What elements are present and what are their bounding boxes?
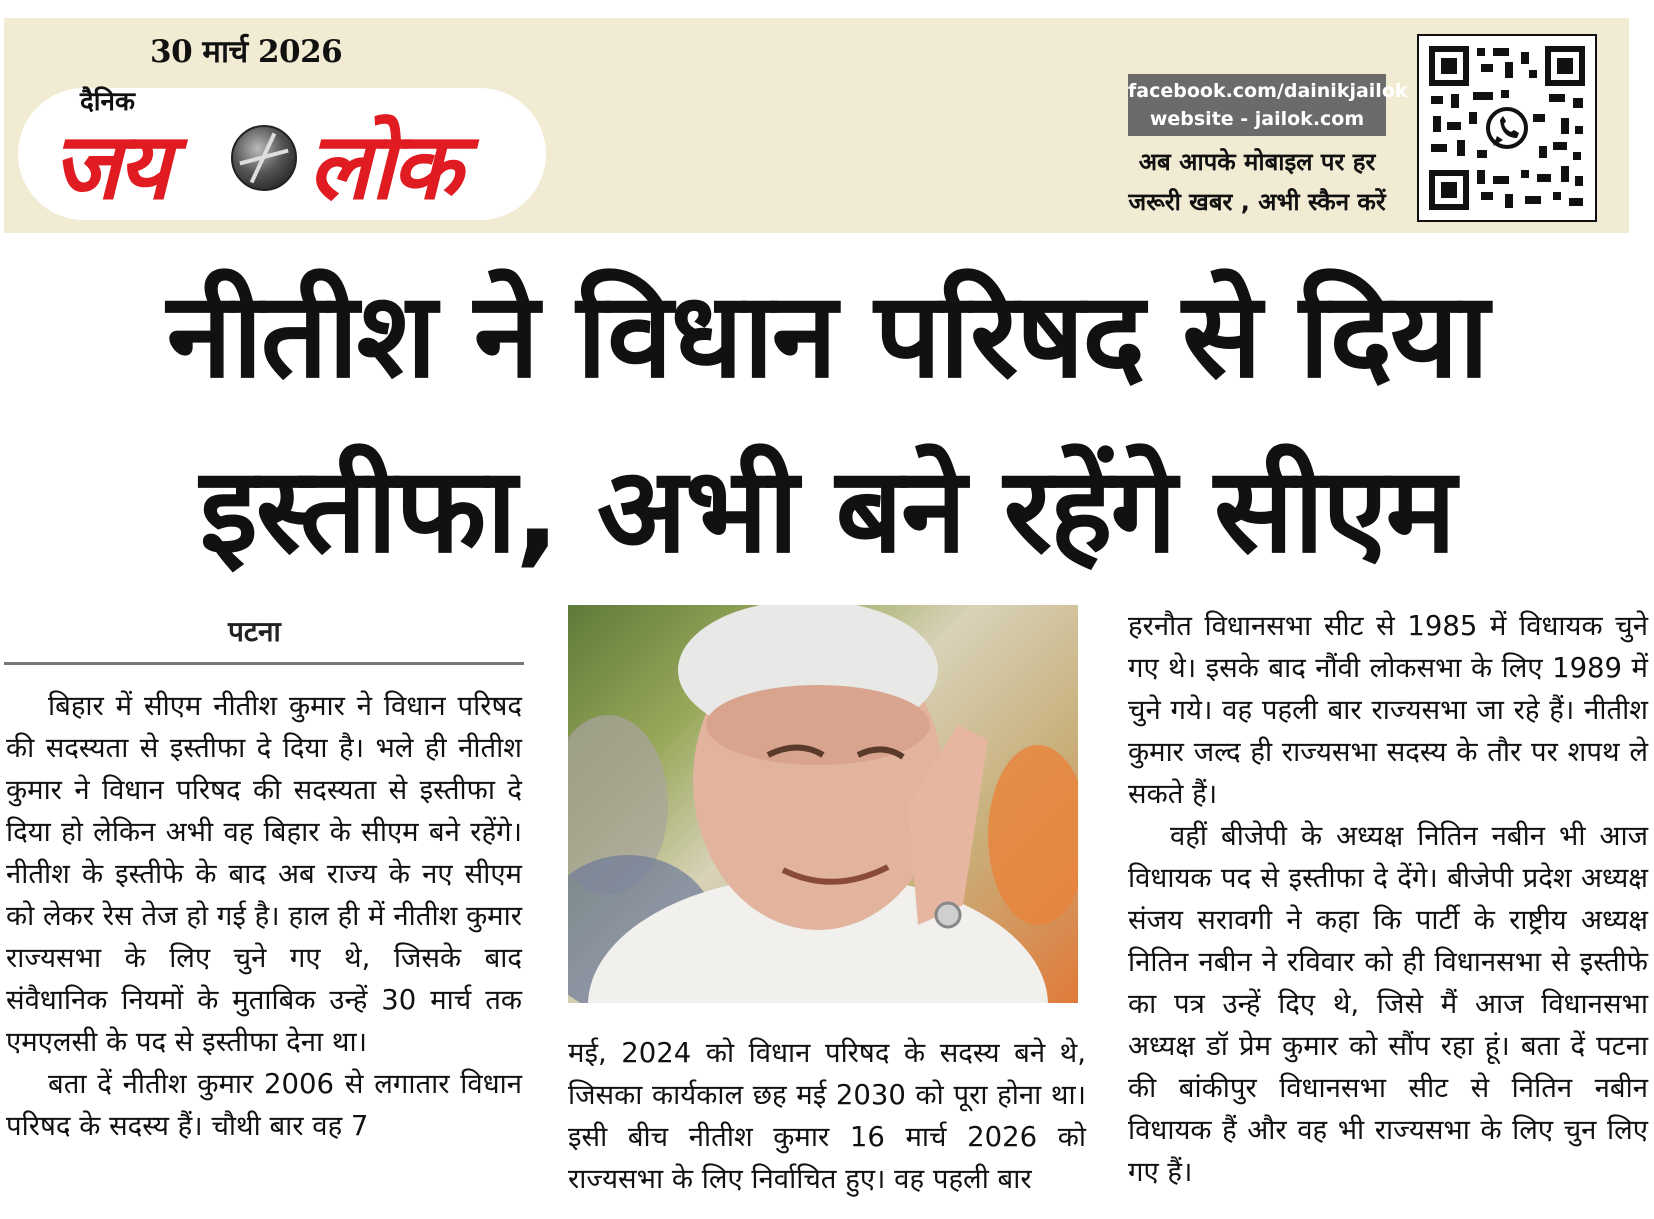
logo-word-lok: लोक bbox=[308, 113, 459, 220]
paragraph: मई, 2024 को विधान परिषद के सदस्य बने थे, जिसका कार्यकाल छह मई 2030 को पूरा होना था। इसी बीच नीतीश कुमार 16 मार्च 2026 को राज्यसभा के लिए निर्वाचित हुए। वह पहली बार bbox=[568, 1037, 1086, 1195]
logo-dainik: दैनिक bbox=[80, 87, 135, 117]
paragraph: बता दें नीतीश कुमार 2006 से लगातार विधान परिषद के सदस्य हैं। चौथी बार वह 7 bbox=[6, 1068, 522, 1142]
article-column-2 bbox=[568, 1032, 1086, 1200]
qr-code-pattern bbox=[1429, 46, 1585, 210]
paragraph: हरनौत विधानसभा सीट से 1985 में विधायक चुने गए थे। इसके बाद नौंवी लोकसभा के लिए 1989 में चुने गये। वह पहली बार राज्यसभा जा रहे हैं। नीतीश कुमार जल्द ही राज्यसभा सदस्य के तौर पर शपथ ले सकते हैं। bbox=[1128, 610, 1648, 810]
qr-code[interactable] bbox=[1417, 34, 1597, 222]
social-links bbox=[1128, 74, 1408, 136]
website-link[interactable]: website - jailok.com bbox=[1149, 108, 1365, 130]
headline-line-2: इस्तीफा, अभी बने रहेंगे सीएम bbox=[199, 441, 1455, 579]
logo-word-jai: जय bbox=[52, 113, 168, 220]
dateline: पटना bbox=[228, 615, 281, 648]
photo-illustration bbox=[568, 605, 1078, 1003]
paragraph: बिहार में सीएम नीतीश कुमार ने विधान परिषद की सदस्यता से इस्तीफा दे दिया है। भले ही नीतीश कुमार ने विधान परिषद की सदस्यता से इस्तीफा दे दिया हो लेकिन अभी वह बिहार के सीएम बने रहेंगे। नीतीश के इस्तीफे के बाद अब राज्य के नए सीएम को लेकर रेस तेज हो गई है। हाल ही में नीतीश कुमार राज्यसभा के लिए चुने गए थे, जिसके बाद संवैधानिक नियमों के मुताबिक उन्हें 30 मार्च तक एमएलसी के पद से इस्तीफा देना था। bbox=[6, 690, 522, 1058]
facebook-link[interactable]: facebook.com/dainikjailok bbox=[1128, 80, 1408, 102]
scan-promo bbox=[1128, 142, 1386, 222]
globe-icon bbox=[231, 125, 297, 191]
divider bbox=[4, 662, 524, 665]
edition-date: 30 मार्च 2026 bbox=[150, 34, 343, 70]
news-photo bbox=[568, 605, 1078, 1003]
promo-line-1: अब आपके मोबाइल पर हर bbox=[1138, 148, 1376, 176]
article-column-1 bbox=[6, 685, 522, 1147]
promo-line-2: जरूरी खबर , अभी स्कैन करें bbox=[1128, 188, 1386, 216]
headline-line-1: नीतीश ने विधान परिषद से दिया bbox=[166, 266, 1488, 404]
paragraph: वहीं बीजेपी के अध्यक्ष नितिन नबीन भी आज विधायक पद से इस्तीफा दे देंगे। बीजेपी प्रदेश अध्यक्ष संजय सरावगी ने कहा कि पार्टी के राष्ट्रीय अध्यक्ष नितिन नबीन ने रविवार को ही विधानसभा से इस्तीफे का पत्र उन्हें दिए थे, जिसे मैं आज विधानसभा अध्यक्ष डॉ प्रेम कुमार को सौंप रहा हूं। बता दें पटना की बांकीपुर विधानसभा सीट से नितिन नबीन विधायक हैं और वह भी राज्यसभा के लिए चुन लिए गए हैं। bbox=[1128, 820, 1648, 1188]
article-column-3 bbox=[1128, 605, 1648, 1193]
